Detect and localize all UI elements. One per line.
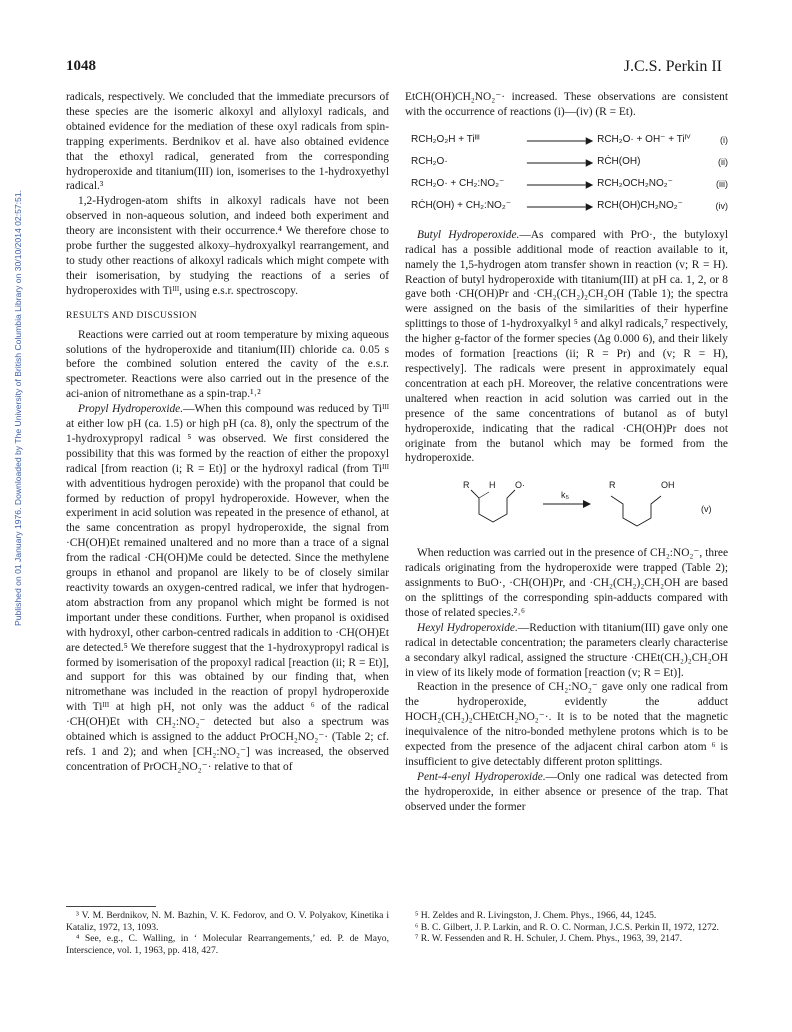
section-heading: RESULTS AND DISCUSSION	[66, 309, 198, 321]
reaction-rhs: RCH(OH)CH₂NO₂⁻	[597, 200, 683, 212]
scheme-label-h: H	[489, 480, 496, 491]
reaction-rhs: RCH₂OCH₂NO₂⁻	[597, 178, 673, 190]
paragraph-heading: Hexyl Hydroperoxide.	[417, 621, 518, 634]
paragraph	[405, 621, 728, 681]
paragraph	[66, 402, 389, 775]
footnotes-left	[66, 910, 389, 956]
paragraph: Reaction in the presence of CH₂:NO₂⁻ gave only one radical from the hydroperoxide, evidently the adduct HOCH₂(CH₂)₂CHEtCH₂NO₂⁻·. It is to be noted that the magnetic inequivalence of the nitro-bonded methylene protons which is to be expected from the presence of the adjacent chiral carbon atom ⁶ is insufficient to give detectably different proton splittings.	[405, 681, 728, 768]
scheme-label-rate: k₅	[561, 490, 570, 501]
paragraph-body: —Reduction with titanium(III) gave only one radical in detectable concentration; the parameters clearly characterise a secondary alkyl radical, assigned the structure ·CHEt(CH₂)₂CH₂OH in view of its likely mode of formation [reaction (v; R = Et)].	[405, 621, 728, 679]
scheme-label-o-radical: O·	[515, 480, 525, 491]
right-column	[405, 90, 728, 815]
reaction-number: (iv)	[715, 201, 728, 212]
provenance-sidebar	[4, 150, 23, 670]
scheme-number: (v)	[701, 504, 712, 515]
reaction-number: (ii)	[718, 157, 728, 168]
reaction-arrow-icon	[525, 136, 593, 146]
paragraph-heading: Propyl Hydroperoxide.	[78, 403, 184, 416]
paragraph: radicals, respectively. We concluded that the immediate precursors of these species are the isomeric alkoxyl and allyloxyl radicals, and obtained evidence for the mediation of these oxyl radicals from spin-trapping experiments. Berdnikov et al. have also obtained evidence that the ethoxyl radical, generated from the corresponding hydroperoxide and titanium(III) ion, isomerises to the 1-hydroxyethyl radical.³	[66, 91, 389, 193]
reaction-lhs: RCH₂O₂H + Tiᴵᴵᴵ	[411, 134, 480, 146]
footnote: ³ V. M. Berdnikov, N. M. Bazhin, V. K. Fedorov, and O. V. Polyakov, Kinetika i Kataliz, 1972, 13, 1093.	[66, 910, 389, 933]
reaction-row	[411, 152, 728, 174]
reaction-lhs: RCH₂O· + CH₂:NO₂⁻	[411, 178, 505, 190]
rearrangement-diagram	[455, 474, 695, 536]
page-number: 1048	[66, 58, 96, 74]
reaction-arrow-icon	[583, 500, 591, 508]
paragraph-body: —Only one radical was detected from the hydroperoxide, in either absence or presence of the trap. That observed under the former	[405, 770, 728, 813]
reaction-lhs: RĊH(OH) + CH₂:NO₂⁻	[411, 200, 511, 212]
paragraph: When reduction was carried out in the presence of CH₂:NO₂⁻, three radicals originating from the hydroperoxide were trapped (Table 2); assignments to BuO·, ·CH(OH)Pr, and ·CH₂(CH₂)₂CH₂OH are based on the splittings of the corresponding spin-adducts compared with those of related species.²˒⁶	[405, 547, 728, 619]
scheme-label-r-right: R	[609, 480, 616, 491]
footnote-rule	[66, 906, 156, 907]
paragraph-body: —As compared with PrO·, the butyloxyl radical has a possible additional mode of reaction available to it, namely the 1,5-hydrogen atom transfer shown in reaction (v; R = H). Reaction of butyl hydroperoxide with titanium(III) at pH ca. 1, 2, or 8 gave both ·CH(OH)Pr and ·CH₂(CH₂)₂CH₂OH (Table 1); the spectra were assigned on the basis of the similarities of their hyperfine splittings to those of 1-hydroxyalkyl ⁵ and alkyl radicals,⁷ respectively, the higher g-factor of the former species (Δg 0.000 6), and their likely modes of formation [reactions (ii; R = Pr) and (v; R = H), respectively]. The radicals were present in approximately equal concentration at each pH. Moreover, the relative concentrations were unaltered when reaction in acid solution was carried out in the presence of the same concentrations of butanol as of butyl hydroperoxide, indicating that the radical ·CH(OH)Pr does not originate from the butanol which may be formed from the hydroperoxide.	[405, 228, 729, 465]
footnote: ⁵ H. Zeldes and R. Livingston, J. Chem. Phys., 1966, 44, 1245.	[415, 910, 657, 921]
reaction-row	[411, 174, 728, 196]
journal-title: J.C.S. Perkin II	[623, 58, 722, 75]
reaction-arrow-icon	[525, 180, 593, 190]
scheme-label-oh: OH	[661, 480, 675, 491]
paragraph-body: —When this compound was reduced by Tiᴵᴵᴵ at either low pH (ca. 1.5) or high pH (ca. 8), only the spectrum of the 1-hydroxypropyl radical ⁵ was observed. We first considered the possibility that this was formed by the reaction of either the propoxyl radical [from reaction (i; R = Et)] or the hydroxyl radical (from Tiᴵᴵᴵ with adventitious hydrogen peroxide) with the propanol that could be formed by reduction of propyl hydroperoxide. However, when the experiment in acid solution was repeated in the presence of ethanol, at the same concentration as propyl hydroperoxide, the signal from ·CH(OH)Et remained unaltered and no more than a trace of a signal from the radical ·CH(OH)Me could be detected. Since the methylene groups in ethanol and propanol are likely to be of closely similar reactivity towards an oxygen-centred radical, we infer that hydrogen-atom abstraction from any propanol which might be formed is not important under these conditions. Further, when propanol is oxidised with hydroxyl, other carbon-centred radicals in addition to ·CH(OH)Et are detected.⁵ We therefore suggest that the 1-hydroxypropyl radical is formed by isomerisation of the propoxyl radical [reaction (ii; R = Et)], and support for this was obtained by our finding that, when nitromethane was included in the reaction of propyl hydroperoxide with Tiᴵᴵᴵ at high pH, not only was the adduct ⁶ of the radical ·CH(OH)Et with CH₂:NO₂⁻ detected but also a spectrum was obtained which is assigned to the adduct PrOCH₂NO₂⁻· (Table 2; cf. refs. 1 and 2); and when [CH₂:NO₂⁻] was increased, the observed concentration of PrOCH₂NO₂⁻· relative to that of	[66, 403, 389, 773]
reaction-rhs: RCH₂O· + OH⁻ + Tiᴵⱽ	[597, 134, 691, 146]
footnote: ⁴ See, e.g., C. Walling, in ‘ Molecular Rearrangements,’ ed. P. de Mayo, Interscience, vol. 1, 1963, pp. 418, 427.	[66, 933, 389, 956]
provenance-text: Published on 01 January 1976. Downloaded by The University of British Columbia Library on 30/10/2014 02:57:51.	[13, 190, 23, 627]
footnotes-right	[405, 910, 728, 945]
paragraph-heading: Butyl Hydroperoxide.	[417, 228, 520, 241]
reaction-arrow-icon	[525, 158, 593, 168]
reaction-number: (i)	[720, 135, 728, 146]
paragraph	[405, 228, 728, 467]
paragraph: Reactions were carried out at room temperature by mixing aqueous solutions of the hydroperoxide and titanium(III) chloride ca. 0.05 s before the combined solution entered the cavity of the e.s.r. spectrometer. Reactions were also carried out in the presence of the aci-anion of nitromethane as a spin-trap.¹˒²	[66, 328, 389, 401]
reaction-scheme	[411, 130, 728, 218]
reaction-lhs: RCH₂O·	[411, 156, 448, 168]
paragraph-heading: Pent-4-enyl Hydroperoxide.	[417, 770, 546, 783]
scheme-label-r-left: R	[463, 480, 470, 491]
footnote: ⁷ R. W. Fessenden and R. H. Schuler, J. Chem. Phys., 1963, 39, 2147.	[415, 933, 683, 945]
reaction-rhs: RĊH(OH)	[597, 156, 641, 168]
paragraph: EtCH(OH)CH₂NO₂⁻· increased. These observations are consistent with the occurrence of reactions (i)—(iv) (R = Et).	[405, 91, 728, 118]
reaction-row	[411, 196, 728, 218]
reaction-arrow-icon	[525, 202, 593, 212]
left-column	[66, 90, 389, 775]
paragraph: 1,2-Hydrogen-atom shifts in alkoxyl radicals have not been observed in non-aqueous solution, and indeed both experiment and theory are inconsistent with their occurrence.⁴ We therefore chose to probe further the suggested alkoxy–hydroxyalkyl rearrangement, and to study other reactions of alkoxyl radicals which might compete with their isomerisation, by studying the reactions of a series of hydroperoxides with Tiᴵᴵᴵ, using e.s.r. spectroscopy.	[66, 195, 389, 297]
reaction-number: (iii)	[716, 179, 728, 190]
reaction-row	[411, 130, 728, 152]
footnote: ⁶ B. C. Gilbert, J. P. Larkin, and R. O. C. Norman, J.C.S. Perkin II, 1972, 1272.	[415, 921, 719, 933]
rearrangement-scheme	[405, 474, 728, 536]
paragraph	[405, 770, 728, 815]
